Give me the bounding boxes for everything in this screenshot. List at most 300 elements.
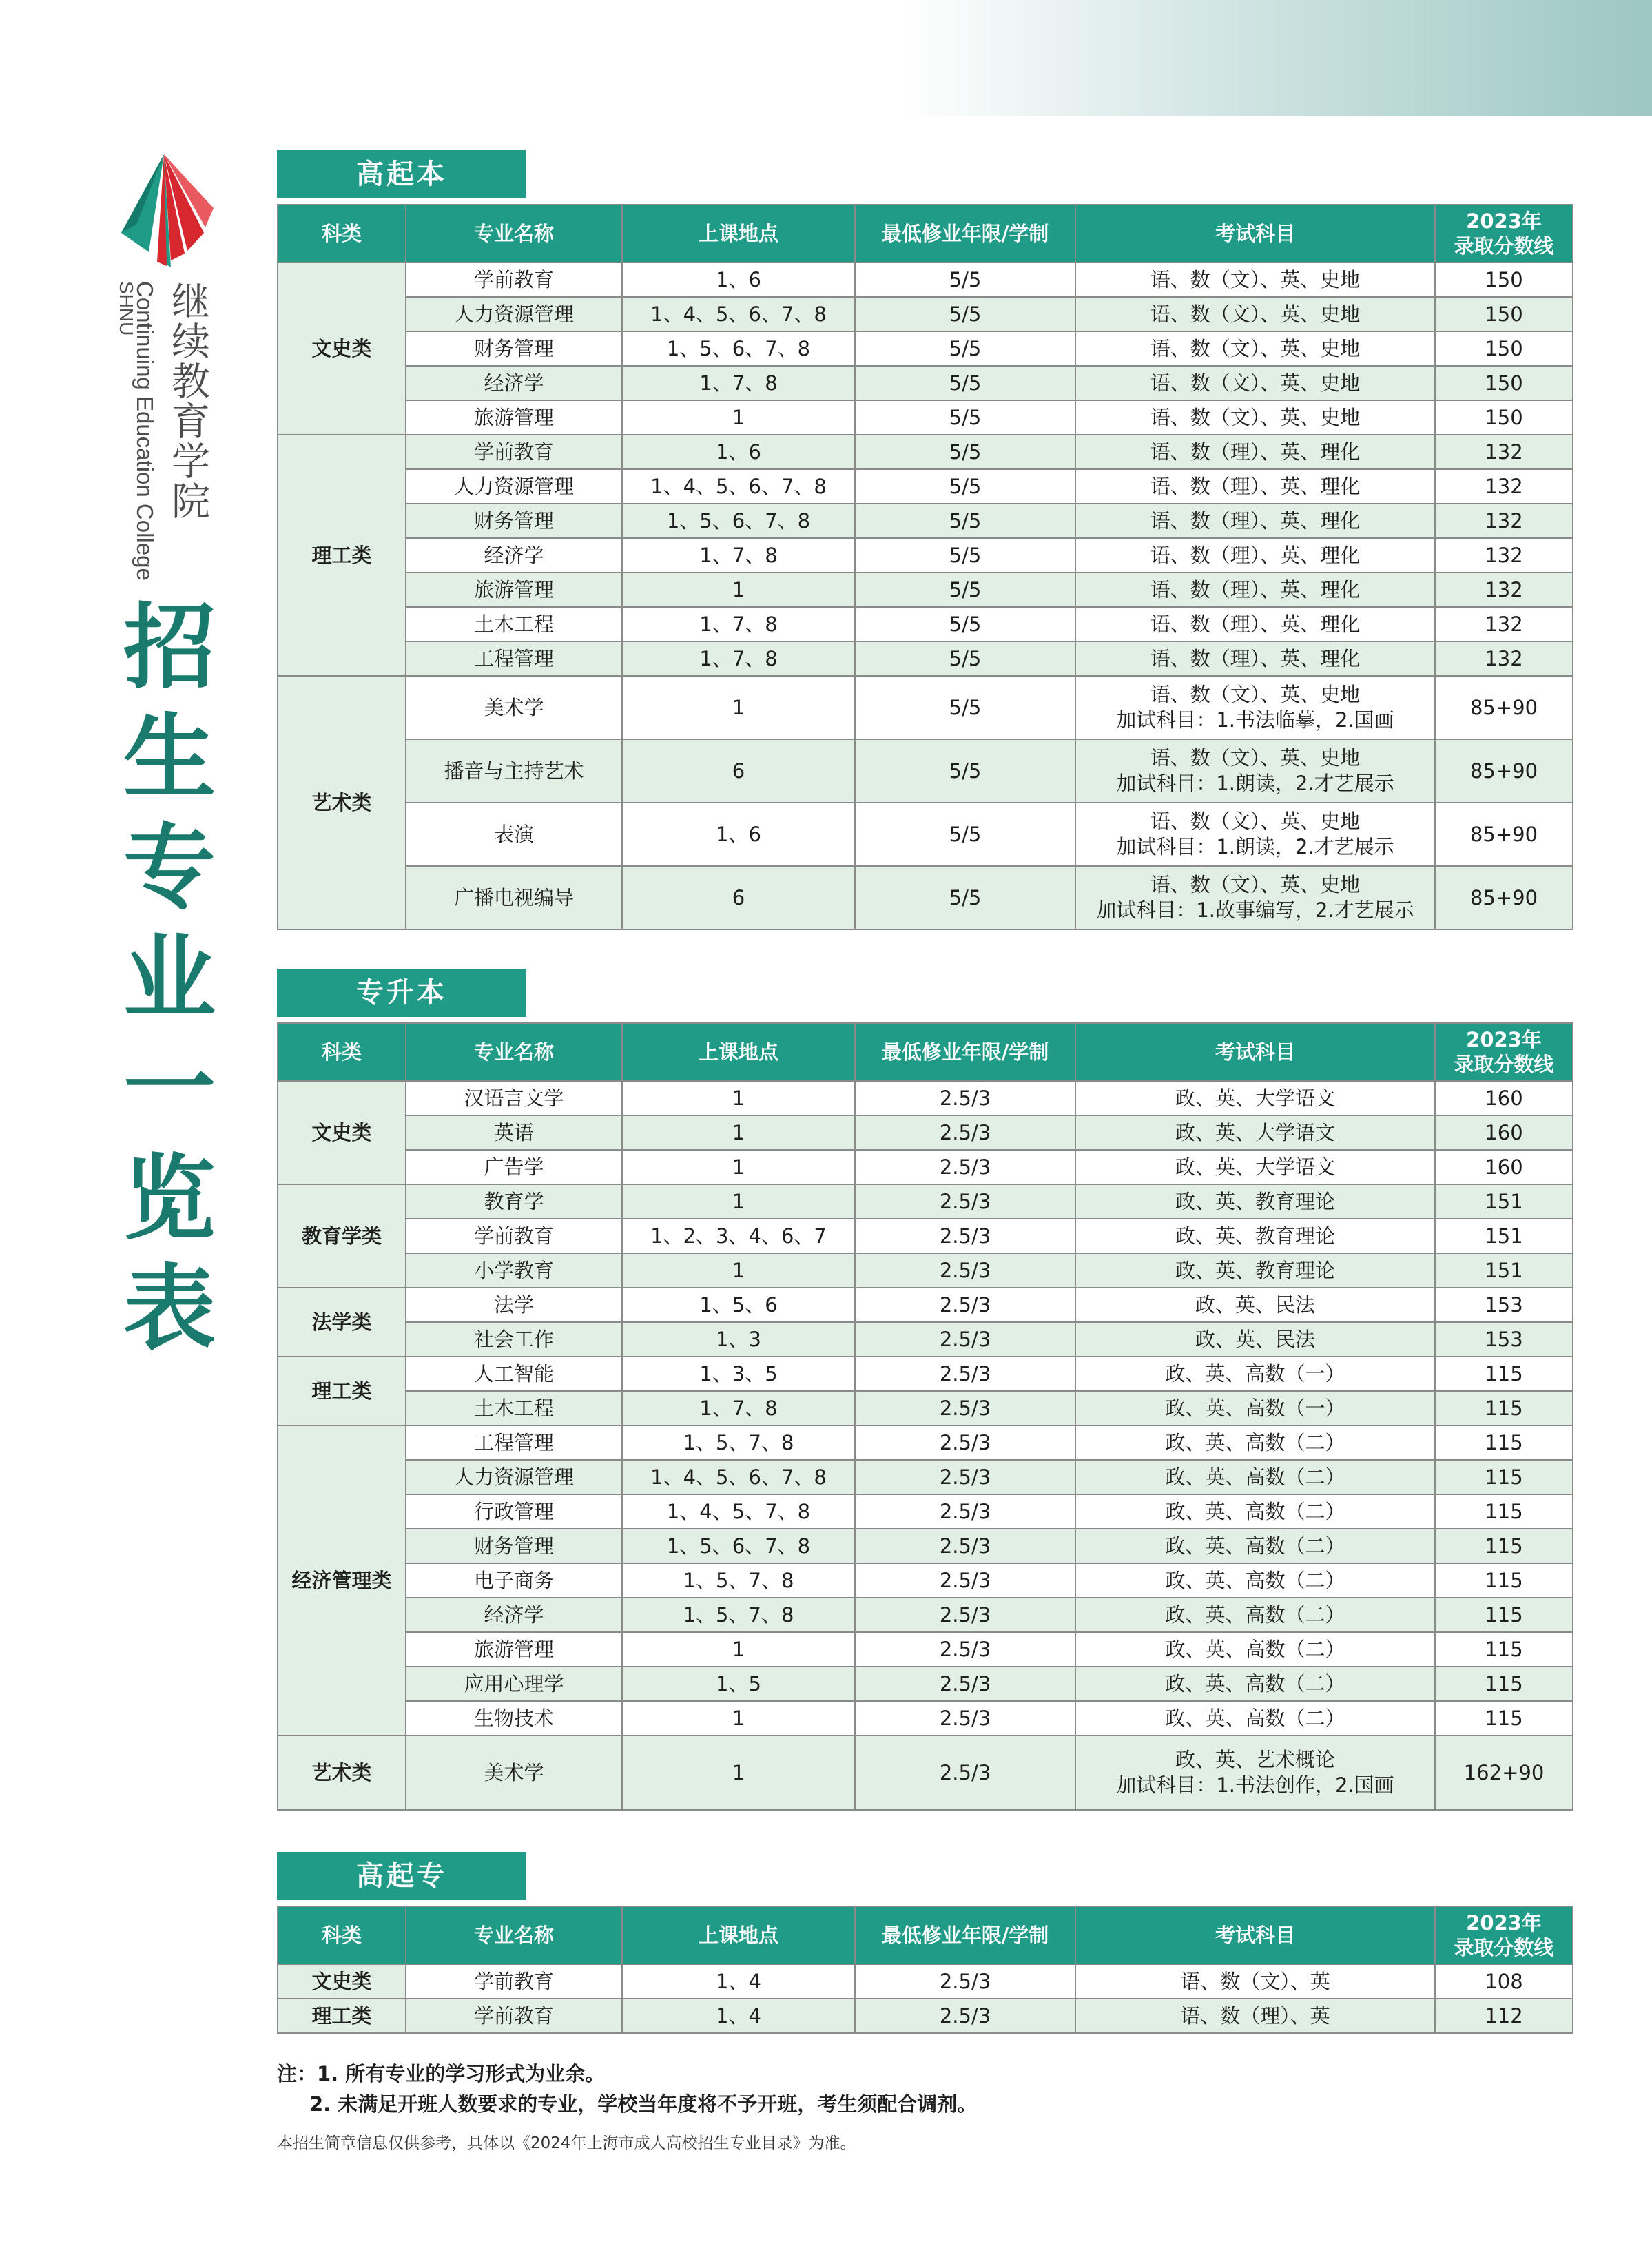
subjects-line: 政、英、高数（一） <box>1165 1396 1345 1420</box>
years-cell: 2.5/3 <box>855 1667 1075 1701</box>
subjects-cell <box>1075 1964 1435 1999</box>
subjects-cell <box>1075 1563 1435 1598</box>
score-cell: 150 <box>1435 400 1573 435</box>
location-cell: 1、4、5、7、8 <box>622 1494 855 1529</box>
major-cell: 土木工程 <box>406 1391 622 1425</box>
years-cell: 5/5 <box>855 366 1075 400</box>
major-cell: 经济学 <box>406 1598 622 1632</box>
major-cell: 经济学 <box>406 538 622 573</box>
score-cell: 115 <box>1435 1425 1573 1460</box>
table-row <box>278 803 1573 866</box>
header-score-label: 录取分数线 <box>1454 1936 1554 1959</box>
subjects-line: 语、数（文）、英、史地 <box>1150 371 1361 395</box>
major-cell: 表演 <box>406 803 622 866</box>
years-cell: 5/5 <box>855 435 1075 469</box>
years-cell: 5/5 <box>855 676 1075 739</box>
location-cell: 1、7、8 <box>622 607 855 641</box>
table-row <box>278 1999 1573 2033</box>
subjects-line: 政、英、大学语文 <box>1175 1120 1335 1144</box>
page-title: 招生专业一览表 <box>108 598 216 1370</box>
subjects-cell <box>1075 1999 1435 2033</box>
table-gaoqiben <box>277 204 1573 930</box>
location-cell: 1、4 <box>622 1999 855 2033</box>
table-row <box>278 1391 1573 1425</box>
location-cell: 1、4、5、6、7、8 <box>622 1460 855 1494</box>
subjects-cell <box>1075 1150 1435 1184</box>
years-cell: 2.5/3 <box>855 1219 1075 1253</box>
subjects-cell <box>1075 400 1435 435</box>
years-cell: 2.5/3 <box>855 1735 1075 1810</box>
subjects-cell <box>1075 297 1435 331</box>
subjects-cell <box>1075 803 1435 866</box>
major-cell: 财务管理 <box>406 331 622 366</box>
major-cell: 广告学 <box>406 1150 622 1184</box>
subjects-cell <box>1075 1288 1435 1322</box>
subjects-line: 语、数（文）、英、史地 <box>1150 405 1361 429</box>
table-row <box>278 1667 1573 1701</box>
table-gaoqizhuan <box>277 1906 1573 2034</box>
subjects-line: 政、英、高数（二） <box>1165 1706 1345 1730</box>
brand-abbr: SHNU <box>116 281 137 336</box>
score-cell: 151 <box>1435 1219 1573 1253</box>
location-cell: 1、7、8 <box>622 538 855 573</box>
table-row <box>278 573 1573 607</box>
subjects-cell <box>1075 1667 1435 1701</box>
years-cell: 2.5/3 <box>855 1288 1075 1322</box>
major-cell: 应用心理学 <box>406 1667 622 1701</box>
subjects-line: 政、英、高数（二） <box>1165 1465 1345 1489</box>
subjects-line: 语、数（理）、英、理化 <box>1150 474 1361 498</box>
location-cell: 1、4 <box>622 1964 855 1999</box>
years-cell: 2.5/3 <box>855 1322 1075 1357</box>
score-cell: 132 <box>1435 504 1573 538</box>
score-cell: 132 <box>1435 469 1573 504</box>
years-cell: 2.5/3 <box>855 1184 1075 1219</box>
years-cell: 5/5 <box>855 538 1075 573</box>
location-cell: 1、5、6、7、8 <box>622 504 855 538</box>
header-location: 上课地点 <box>622 205 855 262</box>
table-header-row <box>278 1906 1573 1964</box>
extra-subjects-line: 加试科目：1.朗读，2.才艺展示 <box>1116 772 1394 795</box>
years-cell: 2.5/3 <box>855 1425 1075 1460</box>
major-cell: 旅游管理 <box>406 1632 622 1667</box>
subjects-cell <box>1075 1701 1435 1735</box>
table-row <box>278 1598 1573 1632</box>
major-cell: 教育学 <box>406 1184 622 1219</box>
table-row <box>278 1460 1573 1494</box>
years-cell: 5/5 <box>855 331 1075 366</box>
header-category: 科类 <box>278 1023 406 1081</box>
subjects-line: 语、数（文）、英、史地 <box>1150 267 1361 291</box>
major-cell: 人力资源管理 <box>406 469 622 504</box>
subjects-cell <box>1075 331 1435 366</box>
header-score-label: 录取分数线 <box>1454 234 1554 258</box>
score-cell: 115 <box>1435 1701 1573 1735</box>
location-cell: 6 <box>622 866 855 929</box>
subjects-line: 语、数（文）、英、史地 <box>1150 810 1361 833</box>
subjects-line: 语、数（文）、英、史地 <box>1150 873 1361 896</box>
extra-subjects-line: 加试科目：1.书法临摹，2.国画 <box>1116 708 1394 732</box>
brand-name-cn: 继续教育学院 <box>165 281 210 521</box>
table-row <box>278 739 1573 803</box>
header-score <box>1435 1023 1573 1081</box>
subjects-line: 政、英、大学语文 <box>1175 1086 1335 1110</box>
subjects-line: 政、英、高数（二） <box>1165 1430 1345 1454</box>
location-cell: 1 <box>622 1735 855 1810</box>
location-cell: 1、3、5 <box>622 1357 855 1391</box>
table-row <box>278 1701 1573 1735</box>
major-cell: 社会工作 <box>406 1322 622 1357</box>
header-major: 专业名称 <box>406 205 622 262</box>
major-cell: 汉语言文学 <box>406 1081 622 1115</box>
major-cell: 学前教育 <box>406 1999 622 2033</box>
years-cell: 2.5/3 <box>855 1253 1075 1288</box>
subjects-cell <box>1075 1219 1435 1253</box>
subjects-line: 政、英、高数（二） <box>1165 1534 1345 1558</box>
score-cell: 108 <box>1435 1964 1573 1999</box>
location-cell: 1、5、6 <box>622 1288 855 1322</box>
years-cell: 2.5/3 <box>855 1701 1075 1735</box>
subjects-line: 语、数（文）、英、史地 <box>1150 746 1361 770</box>
major-cell: 生物技术 <box>406 1701 622 1735</box>
brand-name-en: Continuing Education College <box>132 281 158 581</box>
subjects-cell <box>1075 1391 1435 1425</box>
years-cell: 2.5/3 <box>855 1081 1075 1115</box>
table-row <box>278 1115 1573 1150</box>
header-location: 上课地点 <box>622 1023 855 1081</box>
score-cell: 153 <box>1435 1322 1573 1357</box>
subjects-cell <box>1075 262 1435 297</box>
table-row <box>278 366 1573 400</box>
score-cell: 132 <box>1435 573 1573 607</box>
header-category: 科类 <box>278 205 406 262</box>
header-score <box>1435 205 1573 262</box>
major-cell: 人力资源管理 <box>406 1460 622 1494</box>
major-cell: 法学 <box>406 1288 622 1322</box>
location-cell: 1、5 <box>622 1667 855 1701</box>
header-major: 专业名称 <box>406 1906 622 1964</box>
location-cell: 1、5、7、8 <box>622 1425 855 1460</box>
major-cell: 行政管理 <box>406 1494 622 1529</box>
score-cell: 115 <box>1435 1667 1573 1701</box>
location-cell: 1 <box>622 573 855 607</box>
years-cell: 2.5/3 <box>855 1598 1075 1632</box>
major-cell: 学前教育 <box>406 435 622 469</box>
header-years: 最低修业年限/学制 <box>855 205 1075 262</box>
location-cell: 1、6 <box>622 262 855 297</box>
major-cell: 工程管理 <box>406 641 622 676</box>
subjects-cell <box>1075 1460 1435 1494</box>
subjects-cell <box>1075 1425 1435 1460</box>
table-row <box>278 1529 1573 1563</box>
location-cell: 1 <box>622 1253 855 1288</box>
location-cell: 1、7、8 <box>622 641 855 676</box>
table-row <box>278 1150 1573 1184</box>
table-row <box>278 1322 1573 1357</box>
header-years: 最低修业年限/学制 <box>855 1906 1075 1964</box>
table-row <box>278 607 1573 641</box>
table-row <box>278 1632 1573 1667</box>
subjects-line: 语、数（理）、英、理化 <box>1150 543 1361 567</box>
subjects-line: 政、英、高数（二） <box>1165 1603 1345 1627</box>
subjects-line: 政、英、大学语文 <box>1175 1155 1335 1179</box>
header-major: 专业名称 <box>406 1023 622 1081</box>
score-cell: 115 <box>1435 1563 1573 1598</box>
table-row <box>278 538 1573 573</box>
table-row <box>278 1964 1573 1999</box>
subjects-cell <box>1075 1494 1435 1529</box>
score-cell: 160 <box>1435 1150 1573 1184</box>
years-cell: 5/5 <box>855 297 1075 331</box>
header-location: 上课地点 <box>622 1906 855 1964</box>
location-cell: 1 <box>622 1115 855 1150</box>
table-row <box>278 1253 1573 1288</box>
subjects-line: 语、数（理）、英、理化 <box>1150 508 1361 533</box>
location-cell: 1、6 <box>622 435 855 469</box>
score-cell: 85+90 <box>1435 739 1573 803</box>
location-cell: 1、7、8 <box>622 366 855 400</box>
score-cell: 115 <box>1435 1598 1573 1632</box>
location-cell: 1 <box>622 1150 855 1184</box>
years-cell: 5/5 <box>855 573 1075 607</box>
table-row <box>278 504 1573 538</box>
table-row <box>278 1081 1573 1115</box>
location-cell: 1、5、6、7、8 <box>622 1529 855 1563</box>
subjects-line: 政、英、高数（二） <box>1165 1637 1345 1661</box>
subjects-cell <box>1075 1184 1435 1219</box>
score-cell: 85+90 <box>1435 676 1573 739</box>
subjects-line: 语、数（理）、英、理化 <box>1150 440 1361 464</box>
score-cell: 112 <box>1435 1999 1573 2033</box>
section-tab-zhuanshengben: 专升本 <box>277 969 526 1017</box>
subjects-line: 政、英、高数（二） <box>1165 1671 1345 1696</box>
score-cell: 151 <box>1435 1253 1573 1288</box>
location-cell: 1、5、6、7、8 <box>622 331 855 366</box>
table-row <box>278 297 1573 331</box>
major-cell: 学前教育 <box>406 262 622 297</box>
score-cell: 150 <box>1435 297 1573 331</box>
subjects-line: 语、数（文）、英、史地 <box>1150 683 1361 706</box>
table-row <box>278 641 1573 676</box>
subjects-cell <box>1075 1253 1435 1288</box>
major-cell: 小学教育 <box>406 1253 622 1288</box>
subjects-cell <box>1075 469 1435 504</box>
header-score-year: 2023年 <box>1466 1028 1542 1051</box>
subjects-line: 政、英、艺术概论 <box>1175 1748 1335 1771</box>
note-1: 注：1. 所有专业的学习形式为业余。 <box>277 2062 606 2085</box>
years-cell: 2.5/3 <box>855 1529 1075 1563</box>
category-cell: 文史类 <box>278 1964 406 1999</box>
subjects-cell <box>1075 366 1435 400</box>
major-cell: 学前教育 <box>406 1964 622 1999</box>
header-score-label: 录取分数线 <box>1454 1053 1554 1076</box>
years-cell: 5/5 <box>855 803 1075 866</box>
header-score-year: 2023年 <box>1466 209 1542 233</box>
score-cell: 132 <box>1435 435 1573 469</box>
location-cell: 1、5、7、8 <box>622 1563 855 1598</box>
category-cell: 理工类 <box>278 435 406 676</box>
years-cell: 5/5 <box>855 641 1075 676</box>
table-zhuanshengben <box>277 1022 1573 1811</box>
years-cell: 2.5/3 <box>855 1357 1075 1391</box>
subjects-cell <box>1075 435 1435 469</box>
location-cell: 1 <box>622 1632 855 1667</box>
category-cell: 文史类 <box>278 1081 406 1184</box>
score-cell: 150 <box>1435 331 1573 366</box>
location-cell: 1、4、5、6、7、8 <box>622 297 855 331</box>
subjects-cell <box>1075 676 1435 739</box>
header-subjects: 考试科目 <box>1075 1023 1435 1081</box>
score-cell: 115 <box>1435 1529 1573 1563</box>
major-cell: 人工智能 <box>406 1357 622 1391</box>
years-cell: 5/5 <box>855 607 1075 641</box>
location-cell: 1、5、7、8 <box>622 1598 855 1632</box>
location-cell: 1、2、3、4、6、7 <box>622 1219 855 1253</box>
score-cell: 132 <box>1435 641 1573 676</box>
years-cell: 5/5 <box>855 400 1075 435</box>
major-cell: 旅游管理 <box>406 400 622 435</box>
table-row <box>278 1563 1573 1598</box>
score-cell: 132 <box>1435 607 1573 641</box>
notes <box>277 2059 977 2119</box>
score-cell: 162+90 <box>1435 1735 1573 1810</box>
years-cell: 2.5/3 <box>855 1494 1075 1529</box>
extra-subjects-line: 加试科目：1.故事编写，2.才艺展示 <box>1096 898 1414 922</box>
major-cell: 人力资源管理 <box>406 297 622 331</box>
header-score-year: 2023年 <box>1466 1911 1542 1935</box>
subjects-line: 政、英、教育理论 <box>1175 1224 1335 1248</box>
subjects-cell <box>1075 504 1435 538</box>
college-logo-icon <box>116 150 219 274</box>
subjects-cell <box>1075 1357 1435 1391</box>
subjects-line: 语、数（文）、英、史地 <box>1150 336 1361 360</box>
score-cell: 85+90 <box>1435 866 1573 929</box>
table-header-row <box>278 205 1573 262</box>
major-cell: 播音与主持艺术 <box>406 739 622 803</box>
table-row <box>278 1425 1573 1460</box>
score-cell: 85+90 <box>1435 803 1573 866</box>
location-cell: 1、4、5、6、7、8 <box>622 469 855 504</box>
major-cell: 学前教育 <box>406 1219 622 1253</box>
years-cell: 2.5/3 <box>855 1391 1075 1425</box>
years-cell: 5/5 <box>855 262 1075 297</box>
subjects-cell <box>1075 641 1435 676</box>
category-cell: 艺术类 <box>278 676 406 929</box>
table-row <box>278 469 1573 504</box>
category-cell: 理工类 <box>278 1357 406 1425</box>
table-row <box>278 1735 1573 1810</box>
header-subjects: 考试科目 <box>1075 205 1435 262</box>
subjects-cell <box>1075 1632 1435 1667</box>
location-cell: 1、6 <box>622 803 855 866</box>
score-cell: 115 <box>1435 1632 1573 1667</box>
extra-subjects-line: 加试科目：1.书法创作，2.国画 <box>1116 1773 1394 1797</box>
years-cell: 2.5/3 <box>855 1632 1075 1667</box>
table-row <box>278 1184 1573 1219</box>
section-tab-gaoqiben: 高起本 <box>277 150 526 198</box>
years-cell: 5/5 <box>855 469 1075 504</box>
section-tab-gaoqizhuan: 高起专 <box>277 1852 526 1900</box>
location-cell: 1 <box>622 400 855 435</box>
table-row <box>278 331 1573 366</box>
score-cell: 160 <box>1435 1115 1573 1150</box>
major-cell: 旅游管理 <box>406 573 622 607</box>
score-cell: 151 <box>1435 1184 1573 1219</box>
subjects-line: 语、数（理）、英、理化 <box>1150 646 1361 670</box>
major-cell: 财务管理 <box>406 504 622 538</box>
table-row <box>278 1219 1573 1253</box>
years-cell: 2.5/3 <box>855 1999 1075 2033</box>
major-cell: 土木工程 <box>406 607 622 641</box>
major-cell: 财务管理 <box>406 1529 622 1563</box>
subjects-line: 语、数（理）、英 <box>1180 2003 1330 2028</box>
subjects-cell <box>1075 1322 1435 1357</box>
location-cell: 6 <box>622 739 855 803</box>
score-cell: 132 <box>1435 538 1573 573</box>
table-row <box>278 400 1573 435</box>
subjects-line: 政、英、教育理论 <box>1175 1258 1335 1282</box>
major-cell: 美术学 <box>406 1735 622 1810</box>
header-score <box>1435 1906 1573 1964</box>
table-row <box>278 1494 1573 1529</box>
score-cell: 160 <box>1435 1081 1573 1115</box>
footnote: 本招生简章信息仅供参考，具体以《2024年上海市成人高校招生专业目录》为准。 <box>277 2134 856 2152</box>
table-row <box>278 435 1573 469</box>
header-subjects: 考试科目 <box>1075 1906 1435 1964</box>
location-cell: 1、3 <box>622 1322 855 1357</box>
score-cell: 115 <box>1435 1357 1573 1391</box>
category-cell: 艺术类 <box>278 1735 406 1810</box>
category-cell: 经济管理类 <box>278 1425 406 1735</box>
years-cell: 5/5 <box>855 739 1075 803</box>
subjects-line: 语、数（文）、英 <box>1180 1969 1330 1993</box>
score-cell: 153 <box>1435 1288 1573 1322</box>
major-cell: 美术学 <box>406 676 622 739</box>
years-cell: 2.5/3 <box>855 1460 1075 1494</box>
score-cell: 150 <box>1435 262 1573 297</box>
extra-subjects-line: 加试科目：1.朗读，2.才艺展示 <box>1116 835 1394 858</box>
subjects-line: 政、英、教育理论 <box>1175 1189 1335 1213</box>
subjects-cell <box>1075 573 1435 607</box>
subjects-cell <box>1075 1735 1435 1810</box>
location-cell: 1 <box>622 1081 855 1115</box>
subjects-cell <box>1075 1598 1435 1632</box>
location-cell: 1、7、8 <box>622 1391 855 1425</box>
header-years: 最低修业年限/学制 <box>855 1023 1075 1081</box>
category-cell: 教育学类 <box>278 1184 406 1288</box>
subjects-cell <box>1075 1529 1435 1563</box>
subjects-line: 语、数（理）、英、理化 <box>1150 612 1361 636</box>
subjects-cell <box>1075 607 1435 641</box>
subjects-line: 政、英、高数（二） <box>1165 1568 1345 1592</box>
table-row <box>278 1357 1573 1391</box>
category-cell: 理工类 <box>278 1999 406 2033</box>
subjects-line: 政、英、高数（二） <box>1165 1499 1345 1523</box>
years-cell: 2.5/3 <box>855 1115 1075 1150</box>
score-cell: 115 <box>1435 1494 1573 1529</box>
subjects-line: 语、数（文）、英、史地 <box>1150 302 1361 326</box>
location-cell: 1 <box>622 1701 855 1735</box>
subjects-cell <box>1075 1081 1435 1115</box>
score-cell: 115 <box>1435 1391 1573 1425</box>
score-cell: 150 <box>1435 366 1573 400</box>
years-cell: 2.5/3 <box>855 1563 1075 1598</box>
location-cell: 1 <box>622 1184 855 1219</box>
table-row <box>278 676 1573 739</box>
table-row <box>278 1288 1573 1322</box>
table-row <box>278 262 1573 297</box>
subjects-cell <box>1075 866 1435 929</box>
